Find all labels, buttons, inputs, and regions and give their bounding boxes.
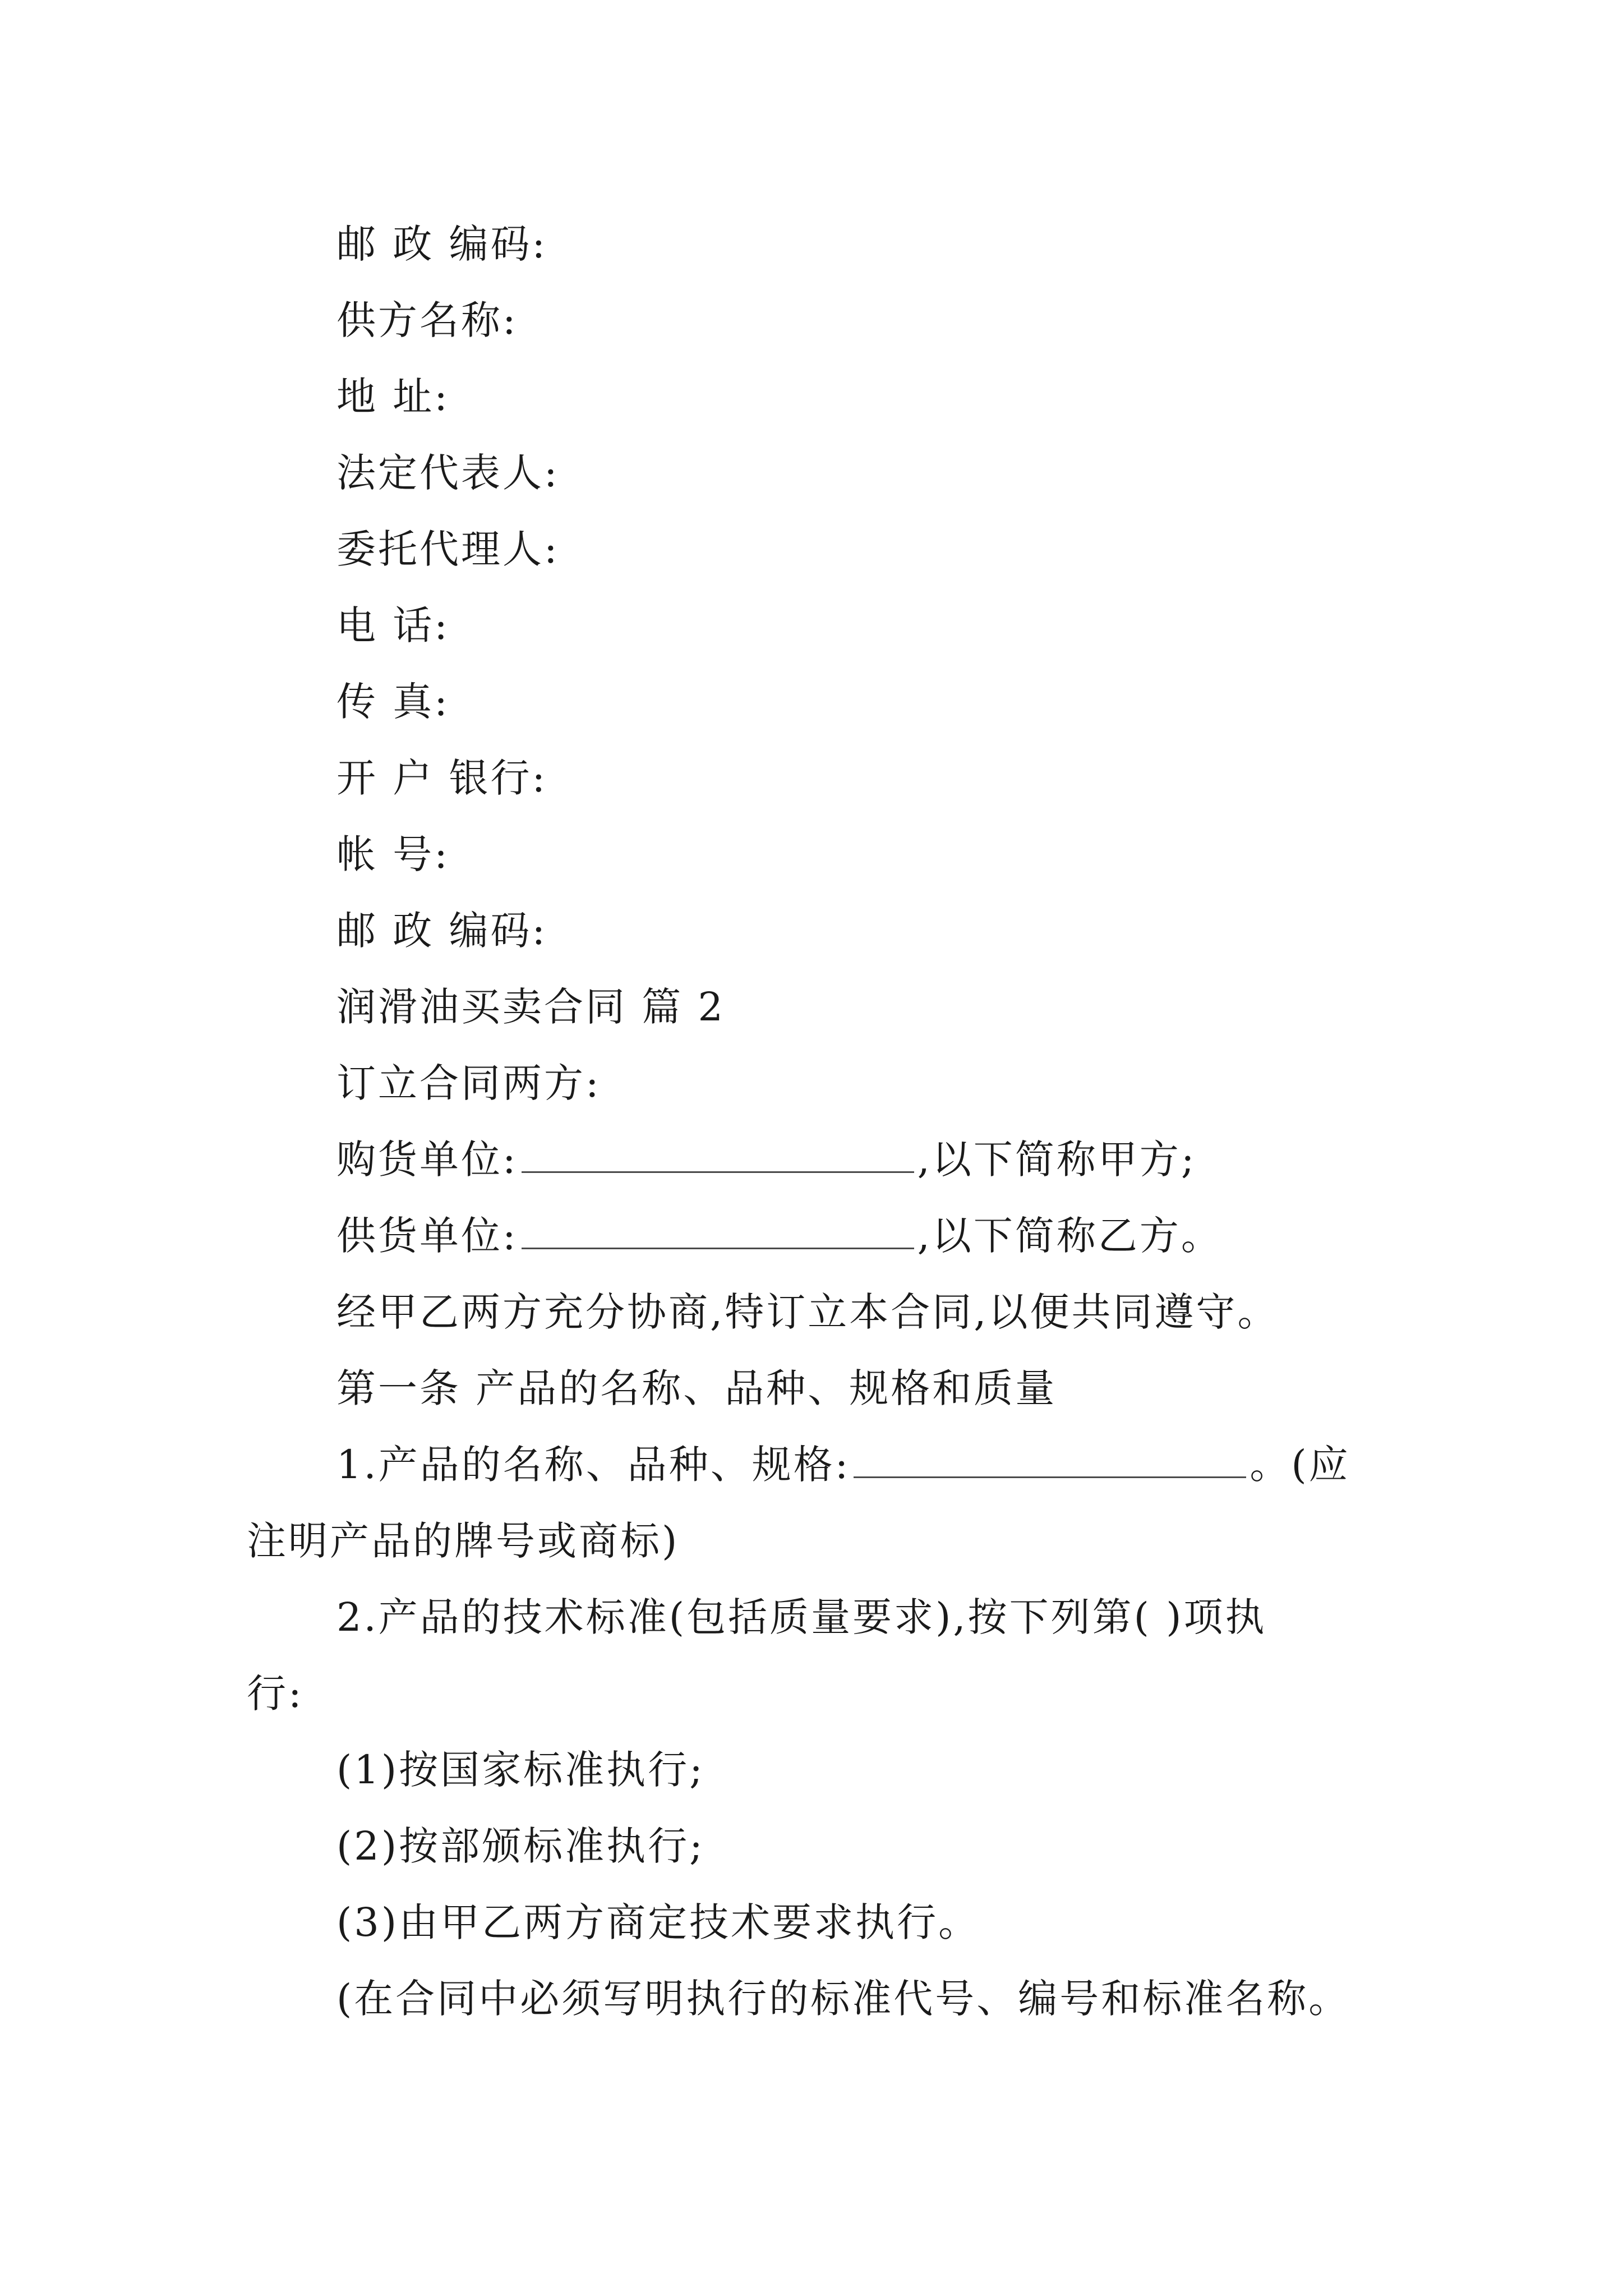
seller-blank[interactable] <box>522 1213 914 1249</box>
postal-code-label: 邮 政 编码: <box>336 221 548 267</box>
account-label: 帐 号: <box>336 831 450 877</box>
option-3: (3)由甲乙两方商定技术要求执行。 <box>336 1899 980 1945</box>
postal-code-label-2: 邮 政 编码: <box>336 908 548 954</box>
seller-suffix: ,以下简称乙方。 <box>917 1213 1223 1259</box>
item1-continuation: 注明产品的牌号或商标) <box>247 1518 680 1564</box>
seller-label: 供货单位: <box>336 1213 518 1259</box>
item1-blank[interactable] <box>854 1442 1246 1478</box>
standard-note: (在合同中必须写明执行的标准代号、编号和标准名称。 <box>336 1976 1350 2022</box>
intro-text: 经甲乙两方充分协商,特订立本合同,以便共同遵守。 <box>336 1289 1279 1335</box>
buyer-label: 购货单位: <box>336 1137 518 1182</box>
phone-label: 电 话: <box>336 602 450 648</box>
buyer-suffix: ,以下简称甲方; <box>917 1137 1197 1182</box>
fax-label: 传 真: <box>336 679 450 725</box>
buyer-blank[interactable] <box>522 1137 914 1173</box>
supplier-name-label: 供方名称: <box>336 297 518 343</box>
option-2: (2)按部颁标准执行; <box>336 1823 705 1869</box>
address-label: 地 址: <box>336 374 450 420</box>
section-title: 润滑油买卖合同 篇 2 <box>336 984 726 1030</box>
parties-heading: 订立合同两方: <box>336 1060 601 1106</box>
item2-continuation: 行: <box>247 1671 304 1717</box>
buyer-line <box>336 1134 1196 1185</box>
article1-item2: 2.产品的技术标准(包括质量要求),按下列第( )项执 <box>336 1594 1267 1640</box>
legal-representative-label: 法定代表人: <box>336 450 560 496</box>
bank-label: 开 户 银行: <box>336 755 548 801</box>
article1-title: 第一条 产品的名称、品种、规格和质量 <box>336 1365 1057 1411</box>
authorized-agent-label: 委托代理人: <box>336 526 560 572</box>
item1-suffix: 。(应 <box>1249 1442 1350 1488</box>
item1-label: 1.产品的名称、品种、规格: <box>336 1442 851 1488</box>
option-1: (1)按国家标准执行; <box>336 1747 705 1793</box>
article1-item1-line <box>336 1439 1350 1490</box>
seller-line <box>336 1211 1223 1261</box>
